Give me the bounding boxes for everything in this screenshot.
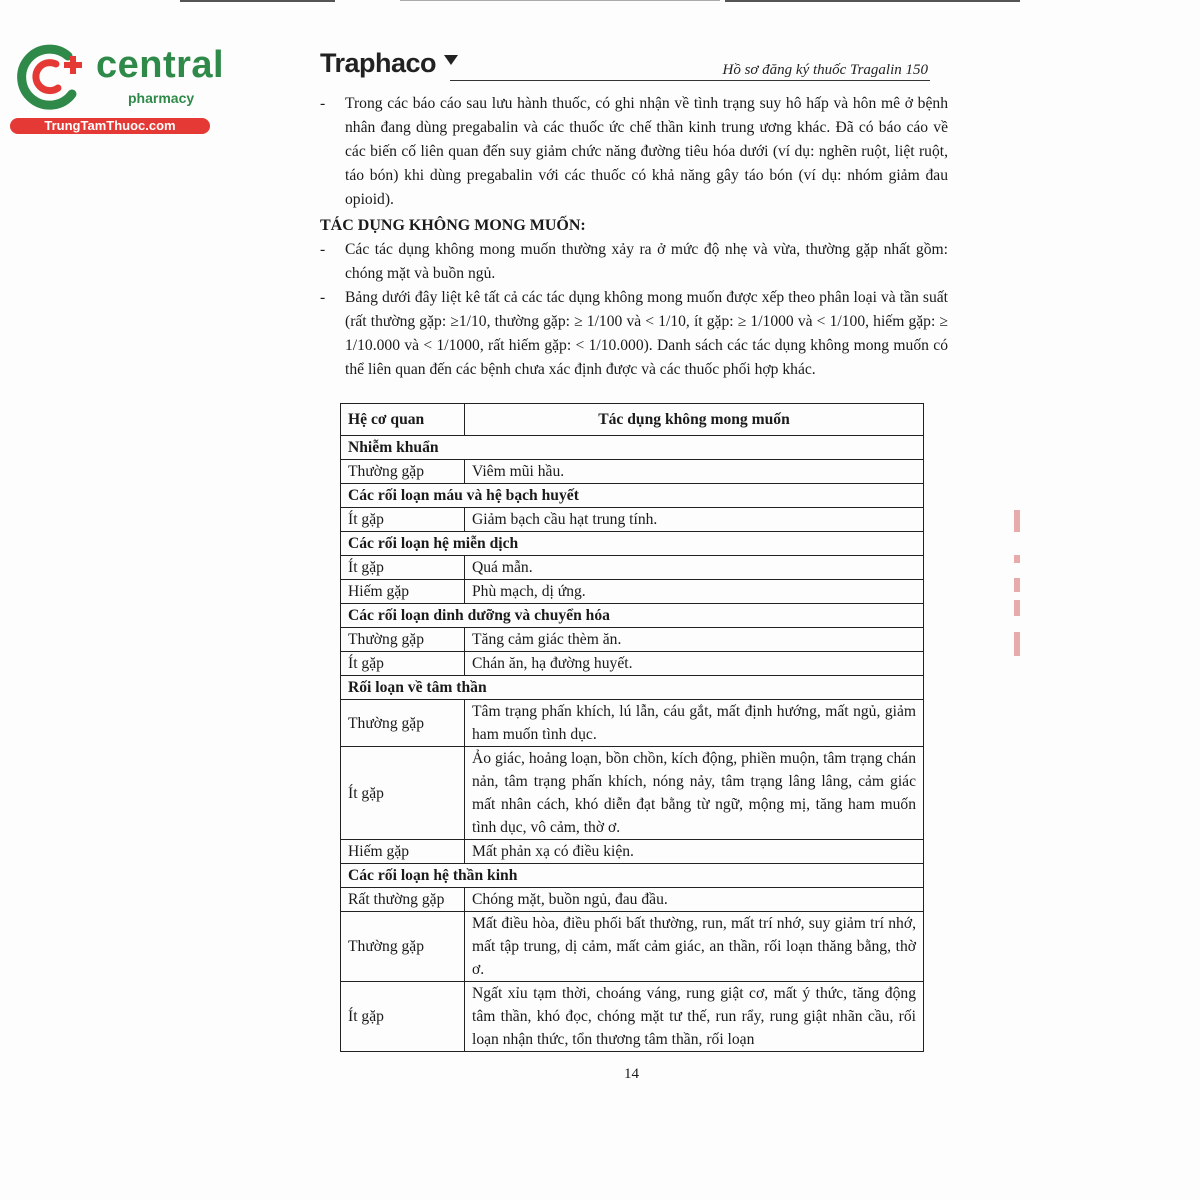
- table-row: [341, 912, 924, 982]
- scan-edge-line: [180, 0, 335, 2]
- table-row: [341, 747, 924, 840]
- bullet-text: Bảng dưới đây liệt kê tất cả các tác dụng không mong muốn được xếp theo phân loại và tần suất (rất thường gặp: ≥1/10, thường gặp: ≥ 1/100 và < 1/10, ít gặp: ≥ 1/1000 và < 1/100, hiếm gặp: ≥ 1/10.000 và < 1/1000, rất hiếm gặp: < 1/10.000). Danh sách các tác dụng không mong muốn có thể liên quan đến các bệnh chưa xác định được và các thuốc phối hợp khác.: [345, 289, 948, 378]
- table-row: [341, 652, 924, 676]
- effect-cell: Giảm bạch cầu hạt trung tính.: [465, 508, 924, 532]
- table-group-row: [341, 436, 924, 460]
- frequency-cell: Hiếm gặp: [341, 840, 465, 864]
- scan-edge-line: [725, 0, 1020, 2]
- table-row: [341, 580, 924, 604]
- column-header-organ-system: Hệ cơ quan: [341, 404, 465, 436]
- effect-cell: Mất phản xạ có điều kiện.: [465, 840, 924, 864]
- bullet-dash: -: [320, 241, 326, 258]
- frequency-cell: Hiếm gặp: [341, 580, 465, 604]
- table-row: [341, 460, 924, 484]
- effect-cell: Ảo giác, hoảng loạn, bồn chồn, kích động, phiền muộn, tâm trạng chán nản, tâm trạng phấn khích, nóng nảy, tâm trạng lâng lâng, cảm giác mất nhân cách, khó diễn đạt bằng từ ngữ, mộng mị, tăng ham muốn tình dục, vô cảm, thờ ơ.: [465, 747, 924, 840]
- central-pharmacy-logo: [10, 38, 225, 138]
- effect-cell: Tăng cảm giác thèm ăn.: [465, 628, 924, 652]
- frequency-cell: Ít gặp: [341, 982, 465, 1052]
- effect-cell: Mất điều hòa, điều phối bất thường, run, mất trí nhớ, suy giảm trí nhớ, mất tập trung, dị cảm, mất cảm giác, an thần, rối loạn thăng bằng, thờ ơ.: [465, 912, 924, 982]
- organ-system-group: Các rối loạn dinh dưỡng và chuyển hóa: [341, 604, 924, 628]
- table-group-row: [341, 484, 924, 508]
- list-item: [320, 92, 948, 212]
- bullet-text: Trong các báo cáo sau lưu hành thuốc, có ghi nhận về tình trạng suy hô hấp và hôn mê ở bệnh nhân đang dùng pregabalin và các thuốc ức chế thần kinh trung ương khác. Đã có báo cáo về các biến cố liên quan đến suy giảm chức năng đường tiêu hóa dưới (ví dụ: nghẽn ruột, liệt ruột, táo bón) khi dùng pregabalin với các thuốc có khả năng gây táo bón (ví dụ: nhóm giảm đau opioid).: [345, 95, 948, 208]
- brand-diamond-icon: [444, 55, 458, 65]
- bullet-dash: -: [320, 95, 326, 112]
- effect-cell: Viêm mũi hầu.: [465, 460, 924, 484]
- pharmacy-cross-icon: [10, 38, 90, 118]
- frequency-cell: Ít gặp: [341, 747, 465, 840]
- adverse-effects-table: [340, 403, 924, 1052]
- frequency-cell: Ít gặp: [341, 556, 465, 580]
- bullet-dash: -: [320, 289, 326, 306]
- organ-system-group: Các rối loạn máu và hệ bạch huyết: [341, 484, 924, 508]
- organ-system-group: Các rối loạn hệ thần kinh: [341, 864, 924, 888]
- table-row: [341, 888, 924, 912]
- frequency-cell: Thường gặp: [341, 700, 465, 747]
- table-row: [341, 840, 924, 864]
- frequency-cell: Thường gặp: [341, 628, 465, 652]
- effect-cell: Chán ăn, hạ đường huyết.: [465, 652, 924, 676]
- effect-cell: Tâm trạng phấn khích, lú lẫn, cáu gắt, mất định hướng, mất ngủ, giảm ham muốn tình dục.: [465, 700, 924, 747]
- table-body: [341, 436, 924, 1052]
- table-row: [341, 700, 924, 747]
- section-heading: TÁC DỤNG KHÔNG MONG MUỐN:: [320, 217, 586, 234]
- logo-subtitle: pharmacy: [128, 90, 195, 106]
- brand-name: Traphaco: [320, 48, 437, 78]
- table-header-row: [341, 404, 924, 436]
- bullet-text: Các tác dụng không mong muốn thường xảy ra ở mức độ nhẹ và vừa, thường gặp nhất gồm: chóng mặt và buồn ngủ.: [345, 241, 948, 282]
- frequency-cell: Ít gặp: [341, 652, 465, 676]
- table-group-row: [341, 864, 924, 888]
- column-header-adverse-effects: Tác dụng không mong muốn: [465, 404, 924, 436]
- table-row: [341, 508, 924, 532]
- scan-edge-line: [400, 0, 720, 1]
- table-row: [341, 628, 924, 652]
- table-row: [341, 556, 924, 580]
- list-item: [320, 238, 948, 286]
- effect-cell: Phù mạch, dị ứng.: [465, 580, 924, 604]
- list-item: [320, 286, 948, 382]
- organ-system-group: Các rối loạn hệ miễn dịch: [341, 532, 924, 556]
- frequency-cell: Ít gặp: [341, 508, 465, 532]
- table-row: [341, 982, 924, 1052]
- logo-name: central: [96, 44, 225, 86]
- header-rule: [450, 80, 930, 81]
- effect-cell: Ngất xỉu tạm thời, choáng váng, rung giật cơ, mất ý thức, tăng động tâm thần, khó đọc, chóng mặt tư thế, run rẩy, rung giật nhãn cầu, rối loạn nhận thức, tổn thương tâm thần, rối loạn: [465, 982, 924, 1052]
- frequency-cell: Thường gặp: [341, 912, 465, 982]
- organ-system-group: Rối loạn về tâm thần: [341, 676, 924, 700]
- table-group-row: [341, 604, 924, 628]
- logo-url: TrungTamThuoc.com: [10, 118, 210, 134]
- effect-cell: Quá mẫn.: [465, 556, 924, 580]
- effect-cell: Chóng mặt, buồn ngủ, đau đầu.: [465, 888, 924, 912]
- document-header-title: Hồ sơ đăng ký thuốc Tragalin 150: [722, 62, 928, 78]
- table-group-row: [341, 676, 924, 700]
- organ-system-group: Nhiễm khuẩn: [341, 436, 924, 460]
- scan-artifact: [1010, 510, 1024, 660]
- page-number: 14: [624, 1066, 639, 1082]
- document-body: [320, 92, 948, 382]
- table-group-row: [341, 532, 924, 556]
- frequency-cell: Rất thường gặp: [341, 888, 465, 912]
- frequency-cell: Thường gặp: [341, 460, 465, 484]
